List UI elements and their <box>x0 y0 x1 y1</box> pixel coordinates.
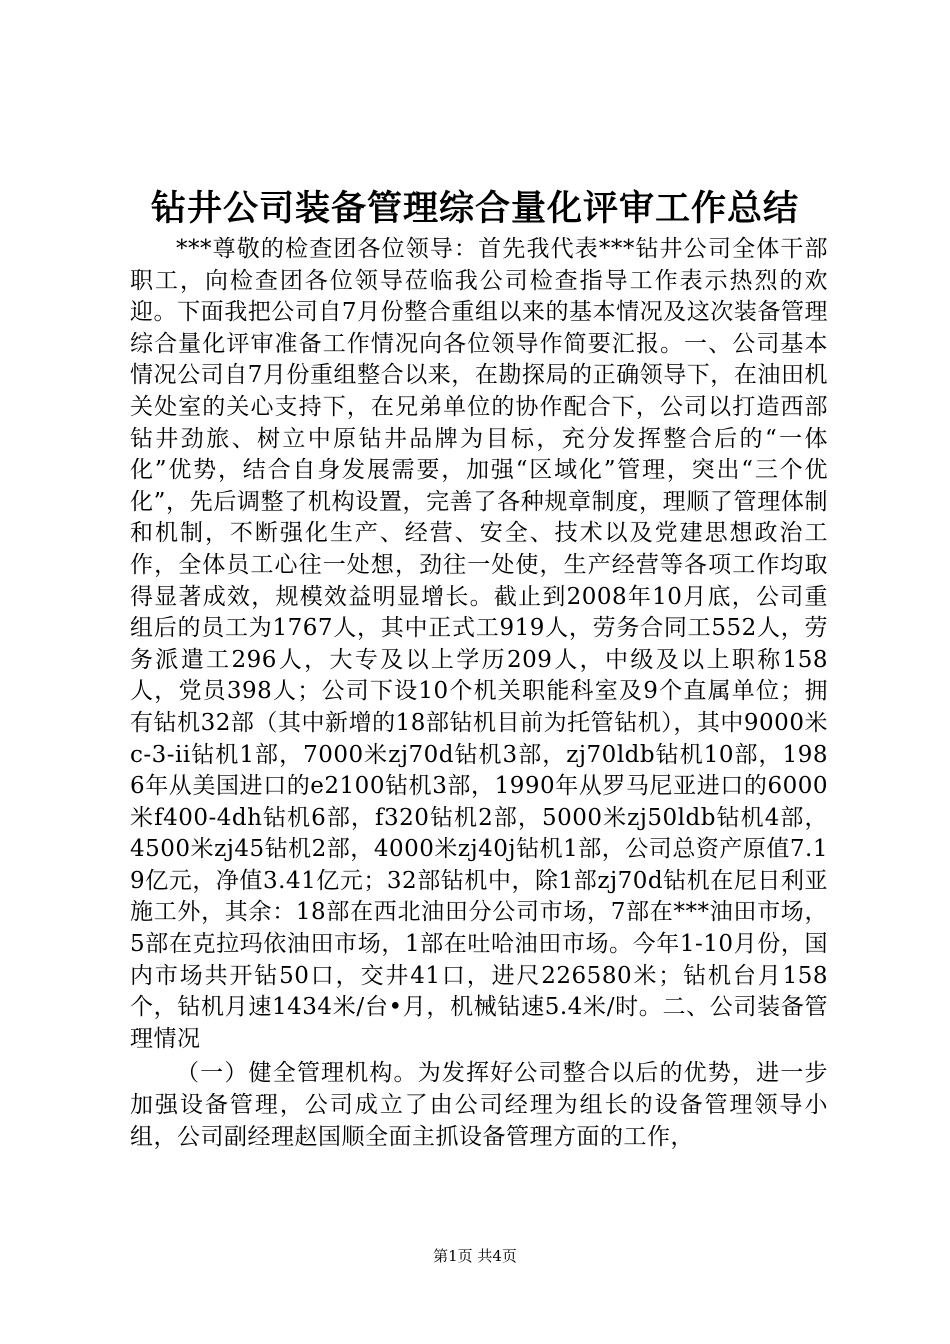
document-body <box>130 234 828 1153</box>
page-footer: 第1页 共4页 <box>433 1247 517 1265</box>
document-title: 钻井公司装备管理综合量化评审工作总结 <box>150 188 799 229</box>
paragraph-2: （一）健全管理机构。为发挥好公司整合以后的优势，进一步加强设备管理，公司成立了由公司经理为组长的设备管理领导小组，公司副经理赵国顺全面主抓设备管理方面的工作， <box>130 1060 828 1150</box>
paragraph-1: ***尊敬的检查团各位领导：首先我代表***钻井公司全体干部职工，向检查团各位领导莅临我公司检查指导工作表示热烈的欢迎。下面我把公司自7月份整合重组以来的基本情况及这次装备管理综合量化评审准备工作情况向各位领导作简要汇报。一、公司基本情况公司自7月份重组整合以来，在勘探局的正确领导下，在油田机关处室的关心支持下，在兄弟单位的协作配合下，公司以打造西部钻井劲旅、树立中原钻井品牌为目标，充分发挥整合后的“一体化”优势，结合自身发展需要，加强“区域化”管理，突出“三个优化”，先后调整了机构设置，完善了各种规章制度，理顺了管理体制和机制，不断强化生产、经营、安全、技术以及党建思想政治工作，全体员工心往一处想，劲往一处使，生产经营等各项工作均取得显著成效，规模效益明显增长。截止到2008年10月底，公司重组后的员工为1767人，其中正式工919人，劳务合同工552人，劳务派遣工296人，大专及以上学历209人，中级及以上职称158人，党员398人；公司下设10个机关职能科室及9个直属单位；拥有钻机32部（其中新增的18部钻机目前为托管钻机），其中9000米c-3-ii钻机1部，7000米zj70d钻机3部，zj70ldb钻机10部，1986年从美国进口的e2100钻机3部，1990年从罗马尼亚进口的6000米f400-4dh钻机6部，f320钻机2部，5000米zj50ldb钻机4部，4500米zj45钻机2部，4000米zj40j钻机1部，公司总资产原值7.19亿元，净值3.41亿元；32部钻机中，除1部zj70d钻机在尼日利亚施工外，其余：18部在西北油田分公司市场，7部在***油田市场，5部在克拉玛依油田市场，1部在吐哈油田市场。今年1-10月份，国内市场共开钻50口，交井41口，进尺226580米；钻机台月158个，钻机月速1434米/台•月，机械钻速5.4米/时。二、公司装备管理情况 <box>130 236 828 1052</box>
